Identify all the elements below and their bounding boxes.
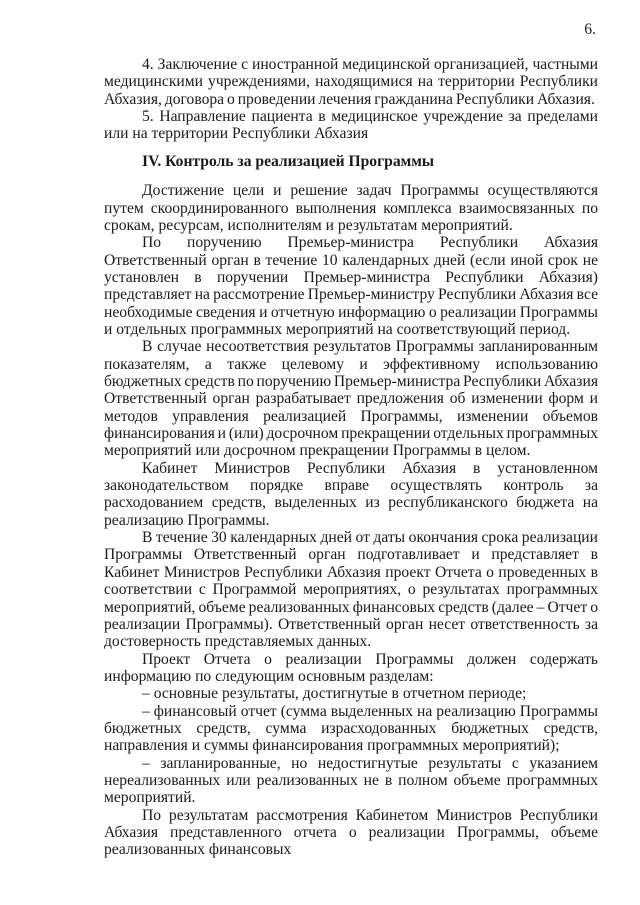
text-line: По поручению Премьер-министра Республики Абхазия — [142, 234, 598, 252]
text-line: или на территории Республики Абхазия — [104, 125, 369, 143]
paragraph — [104, 651, 598, 686]
text-line: мероприятий. — [104, 789, 196, 807]
paragraph — [104, 182, 598, 234]
paragraph — [104, 807, 598, 859]
text-line: соответствии с Программой мероприятиях, о результатах программных — [104, 581, 598, 599]
text-line: Достижение цели и решение задач Программы осуществляются — [142, 182, 598, 200]
text-line: Абхазия представленного отчета о реализации Программы, объеме — [104, 823, 598, 841]
text-line: 4. Заключение с иностранной медицинской организацией, частными — [142, 56, 598, 73]
text-line: срокам, ресурсам, исполнителям и результатам мероприятий. — [104, 216, 513, 234]
text-line: и отдельных программных мероприятий на соответствующий период. — [104, 321, 571, 338]
paragraph — [104, 338, 598, 459]
text-line: информацию по следующим основным разделам: — [104, 667, 434, 685]
text-line: медицинскими учреждениями, находящимися на территории Республики — [104, 73, 598, 91]
text-line: представляет на рассмотрение Премьер-министру Республики Абхазия все — [104, 286, 598, 304]
text-line: Проект Отчета о реализации Программы должен содержать — [142, 650, 598, 668]
text-line: – основные результаты, достигнутые в отчетном периоде; — [142, 685, 527, 703]
paragraph — [104, 685, 598, 702]
text-line: В случае несоответствия результатов Программы запланированным — [142, 338, 598, 356]
text-line: Ответственный орган в течение 10 календарных дней (если иной срок не — [104, 251, 598, 269]
text-line: направления и суммы финансирования программных мероприятий); — [104, 737, 560, 755]
text-line: мероприятий или досрочном прекращении Программы в целом. — [104, 442, 531, 460]
text-line: показателям, а также целевому и эффективному использованию — [104, 355, 598, 373]
paragraph — [104, 755, 598, 807]
text-line: Ответственный орган разрабатывает предложения об изменении форм и — [104, 390, 598, 408]
paragraph — [104, 56, 598, 108]
text-line: установлен в поручении Премьер-министра Республики Абхазия) — [104, 268, 598, 286]
text-line: Абхазия, договора о проведении лечения гражданина Республики Абхазия. — [104, 90, 595, 108]
document-body — [104, 56, 598, 859]
text-line: Кабинет Министров Республики Абхазия в установленном — [142, 459, 598, 477]
text-line: – финансовый отчет (сумма выделенных на реализацию Программы — [142, 702, 598, 720]
text-line: методов управления реализацией Программы, изменении объемов — [104, 407, 598, 425]
page-number: 6. — [584, 21, 596, 38]
text-line: законодательством порядке вправе осуществлять контроль за — [104, 477, 598, 495]
text-line: В течение 30 календарных дней от даты окончания срока реализации — [142, 529, 598, 547]
text-line: Программы Ответственный орган подготавливает и представляет в — [104, 546, 598, 564]
paragraph — [104, 108, 598, 143]
paragraph — [104, 529, 598, 650]
text-line: реализацию Программы. — [104, 511, 270, 529]
text-line: По результатам рассмотрения Кабинетом Министров Республики — [142, 806, 598, 824]
text-line: необходимые сведения и отчетную информацию о реализации Программы — [104, 303, 598, 321]
text-line: расходованием средств, выделенных из республиканского бюджета на — [104, 494, 598, 512]
text-line: бюджетных средств по поручению Премьер-министра Республики Абхазия — [104, 373, 598, 391]
text-line: путем скоординированного выполнения комплекса взаимосвязанных по — [104, 199, 598, 217]
text-line: реализованных финансовых — [104, 841, 292, 859]
text-line: мероприятий, объеме реализованных финансовых средств (далее – Отчет о — [104, 598, 598, 616]
paragraph — [104, 703, 598, 755]
paragraph — [104, 234, 598, 338]
section-heading: IV. Контроль за реализацией Программы — [142, 153, 435, 171]
text-line: бюджетных средств, сумма израсходованных бюджетных средств, — [104, 719, 598, 737]
text-line: Кабинет Министров Республики Абхазия проект Отчета о проведенных в — [104, 563, 598, 581]
paragraph — [104, 460, 598, 529]
text-line: достоверность представляемых данных. — [104, 633, 372, 651]
text-line: реализации Программы). Ответственный орган несет ответственность за — [104, 615, 598, 633]
text-line: – запланированные, но недостигнутые результаты с указанием — [142, 754, 598, 772]
text-line: 5. Направление пациента в медицинское учреждение за пределами — [142, 108, 598, 126]
text-line: нереализованных или реализованных не в полном объеме программных — [104, 771, 598, 789]
text-line: финансирования и (или) досрочном прекращении отдельных программных — [104, 425, 598, 443]
